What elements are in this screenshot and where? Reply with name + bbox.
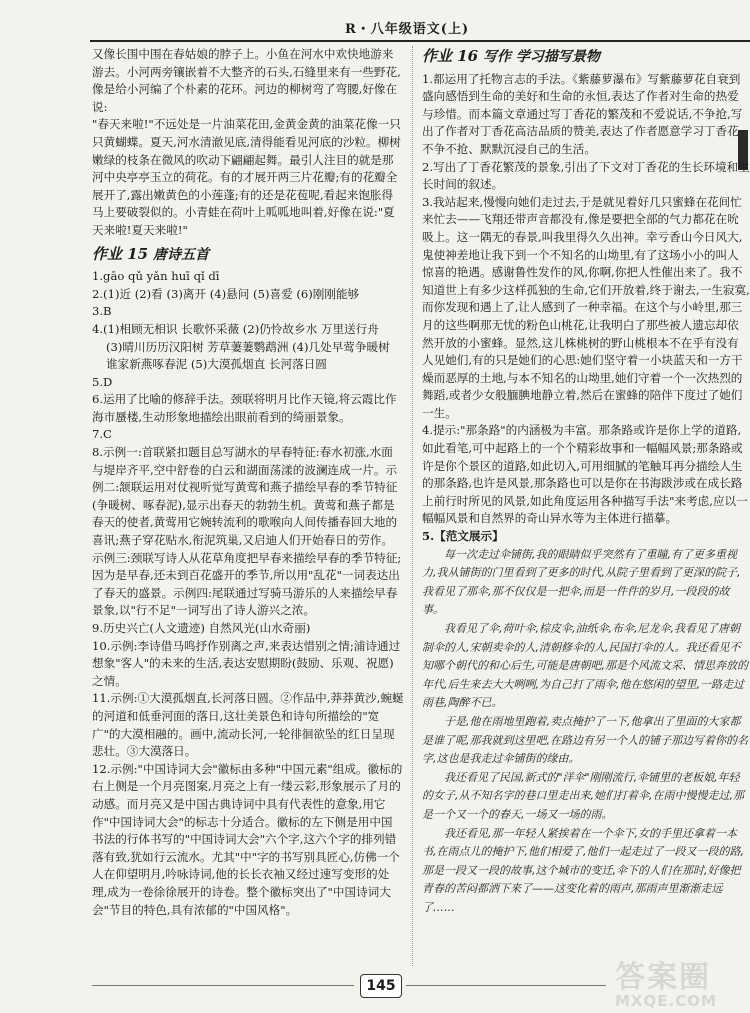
answer-item: 1.都运用了托物言志的手法。《紫藤萝瀑布》写紫藤萝花自衰到盛向感悟到生命的美好和生命的永恒,表达了作者对生命的热爱与珍惜。而本篇文章通过写丁香花的繁茂和不爱说话,不争抢,写出了作者对丁香花高洁品质的赞美,表达了作者愿意学习丁香花不争不抢、默默沉浸自己的生活。 — [422, 71, 743, 156]
answer-item: 10.示例:李诗借马鸣抒作别离之声,来表达惜别之情;浦诗通过想象"客人"的未来的生活,表达安慰期盼(鼓励、乐观、祝愿)之情。 — [92, 638, 401, 688]
continuation-paragraph: "春天来啦!"不远处是一片油菜花田,金黄金黄的油菜花像一只只黄蝴蝶。夏天,河水清澈见底,清得能看见河底的沙粒。柳树 — [92, 117, 401, 149]
answer-item: 9.历史兴亡(人文遗迹) 自然风光(山水奇丽) — [92, 621, 311, 635]
header-rule — [90, 40, 750, 42]
footer-rule-left — [92, 985, 354, 986]
answer-item: 3.B — [92, 304, 112, 319]
answer-item: 2.写出了丁香花繁茂的景象,引出了下文对丁香花的生长环境和生长时间的叙述。 — [422, 159, 750, 192]
answer-item: 12.示例:"中国诗词大会"徽标由多种"中国元素"组成。徽标的右上侧是一个月亮图案,月亮之上有一缕云彩,形象展示了月的动感。而月亮又是中国古典诗词中具有代表性的意象,用它作"中国诗词大会"的标志十分适合。徽标的左下侧是用中国书法的行体书写的"中国诗词大会"六个字,这六个字的排列错落有致,犹如行云流水。尤其"中"字的书写别具匠心,仿佛一个人在仰望明月,吟咏诗词,他的长长衣袖又经过速写变形的处理,成为一卷徐徐展开的诗卷。整个徽标突出了"中国诗词大会"节目的特色,具有浓郁的"中国风格"。 — [92, 761, 403, 917]
continuation-paragraph: 又像长围中围在春姑娘的脖子上。小鱼在河水中欢快地游来游去。小河两旁镶嵌着不大整齐的石头,石缝里来有一些野花,像是给小河编了个朴素的花环。河边的柳树弯了弯腰,好像在说: — [92, 47, 401, 114]
answer-item: 1.gāo qǔ yǎn huī qǐ dī — [92, 269, 220, 284]
essay-paragraph: 我看见了伞,荷叶伞,棕皮伞,油纸伞,布伞,尼龙伞,我看见了唐朝制伞的人,宋朝卖伞的人,清朝修伞的人,民国打伞的人。我还看见不知哪个朝代的和心后生,可能是唐朝吧,那是个风流文采、情思奔放的年代,后生来去大大咧咧,为自己打了雨伞,他在悠闲的望里,一路走过雨巷,陶醉不已。 — [422, 622, 748, 710]
watermark-text: 答案圈 — [615, 960, 711, 995]
essay-paragraph: 我还看见,那一年轻人紧挨着在一个伞下,女的手里还拿着一本书,在雨点儿的掩护下,他们相爱了,他们一起走过了一段又一段的路,那是一段又一段的故事,这个城市的变迁,伞下的人们在那时,好像把青春的苦闷都洒下来了——这变化着的雨声,那雨声里渐渐走远了…… — [422, 826, 744, 914]
left-column — [92, 46, 404, 919]
answer-item: 3.我站起来,慢慢向她们走过去,于是就见着好几只蜜蜂在花间忙来忙去——飞翔还带声音都没有,像是要把全部的气力都花在吮吸上。这一隅无的春景,叫我里得久久出神。幸亏香山今日风大,鬼使神差地让我下到一个不知名的山坳里,有了这场小小的叫人惊喜的艳遇。感谢鲁性发作的风,你啊,你把人性催出来了。我不知道世上有多少这样孤独的生命,它们开放着,终于谢去,一生寂寞,而你发现和遇上了,让人感到了一种幸福。在这个与小岭里,那三月的这些啊那无忧的粉色山桃花,让我明白了那些被人遗忘却依然开放的小蜜蜂。显然,这儿株桃树的野山桃根本不在乎有没有人见她们,有的只是她们的心思:她们坚守着一小块蓝天和一方干燥而恶厚的土地,与本不知名的山坳里,她们守着一个一次热烈的舞蹈,或者少女般腼腆地静立着,然后在蜜蜂的陪伴下度过了她们一生。 — [422, 194, 750, 420]
answer-item: 5.D — [92, 374, 113, 389]
section-number: 作业 15 — [92, 244, 149, 263]
answer-item: 7.C — [92, 427, 112, 442]
section-heading-16 — [422, 48, 750, 67]
section-heading-15 — [92, 246, 404, 265]
page-header — [0, 6, 750, 46]
answer-item: 8.示例一:首联紧扣题目总写湖水的早春特征:春水初涨,水面与堤岸齐平,空中舒卷的白云和湖面荡漾的波澜连成一片。示例二:颔联运用对仗视听觉写黄莺和燕子描绘早春的季节特征(争暖树、啄春泥),显示出春天的勃勃生机。黄莺和燕子都是春天的使者,黄莺用它婉转流利的歌喉向人间传播春回大地的喜讯;燕子穿花贴水,衔泥筑巢,又启迪人们开始春日的劳作。示例三:颈联写诗人从花草角度把早春来描绘早春的季节特征;因为是早春,还未到百花盛开的季节,所以用"乱花"一词表达出了春天的盛景。示例四:尾联通过写骑马游乐的人来描绘早春景象,以"行不足"一词写出了诗人游兴之浓。 — [92, 445, 402, 618]
footer-rule-right — [406, 985, 606, 986]
section-title: 唐诗五首 — [152, 246, 209, 263]
column-divider — [412, 46, 413, 966]
section-title: 写作 学习描写景物 — [482, 49, 600, 65]
section-number: 作业 16 — [422, 47, 479, 65]
essay-paragraph: 每一次走过伞铺街,我的眼睛似乎突然有了重瞳,有了更多重视力,我从铺街的门里看到了更多的时代,从院子里看到了更深的院子,我看见了那伞,那不仅仅是一把伞,而是一件件的岁月,一段段的故事。 — [422, 547, 741, 617]
sample-essay-label: 5.【范文展示】 — [422, 529, 504, 544]
answer-item: 4.提示:"那条路"的内涵极为丰富。那条路或许是你上学的道路,如此看笔,可中起路上的一个个精彩故事和一幅幅风景;那条路或许是你个景区的道路,如此切入,可用细腻的笔触耳再分描绘人生的那条路,也许是风景,那条路也可以是你在书海跋涉或在成长路上前行时所见的风景,如此角度运用各种描写手法"来考虑,应以一幅幅风景和自然界的奇山异水等为主体进行描摹。 — [422, 423, 748, 526]
watermark-url: MXQE.COM — [615, 992, 717, 1010]
answer-item: 11.示例:①大漠孤烟直,长河落日圆。②作品中,莽莽黄沙,蜿蜒的河道和低垂河面的落日,这壮美景色和诗句所描绘的"宽广"的大漠相融的。画中,流动长河,一轮徘徊欲坠的红日呈现悲壮。③大漠落日。 — [92, 691, 404, 759]
right-column — [422, 46, 750, 918]
answer-item: 4.(1)相顾无相识 长歌怀采薇 (2)仍怜故乡水 万里送行舟 — [92, 321, 379, 336]
answer-item: 6.运用了比喻的修辞手法。颈联将明月比作天镜,将云霞比作海市蜃楼,生动形象地描绘出眼前看到的绮丽景象。 — [92, 392, 397, 424]
page-number: 145 — [360, 974, 402, 998]
answer-item: 2.(1)近 (2)看 (3)离开 (4)悬问 (5)喜爱 (6)刚刚能够 — [92, 286, 360, 301]
header-title: R・八年级语文(上) — [345, 22, 470, 37]
answer-item: (3)晴川历历汉阳树 芳草萋萋鹦鹉洲 (4)几处早莺争暖树 谁家新燕啄春泥 (5)大漠孤烟直 长河落日圆 — [106, 339, 390, 372]
continuation-paragraph: 嫩绿的枝条在微风的吹动下翩翩起舞。最引人注目的就是那河中央亭亭玉立的荷花。有的才展开两三片花瓣;有的花瓣全展开了,露出嫩黄色的小莲蓬;有的还是花苞呢,看起来饱胀得马上要破裂似的。小青蛙在荷叶上呱呱地叫着,好像在说:"夏天来啦!夏天来啦!" — [92, 152, 398, 237]
essay-paragraph: 于是,他在雨地里跑着,卖点掩护了一下,他拿出了里面的大家都是谁了呢,那我就到这里吧,在路边有另一个人的铺子那边写着你的名字,这也是我走过伞铺街的缘由。 — [422, 714, 748, 766]
essay-paragraph: 我还看见了民国,新式的"洋伞"刚刚流行,伞铺里的老板娘,年轻的女子,从不知名字的巷口里走出来,她们打着伞,在雨中慢慢走过,那是一个又一个的春天,一场又一场的雨。 — [422, 770, 744, 821]
watermark-logo — [615, 952, 745, 1010]
